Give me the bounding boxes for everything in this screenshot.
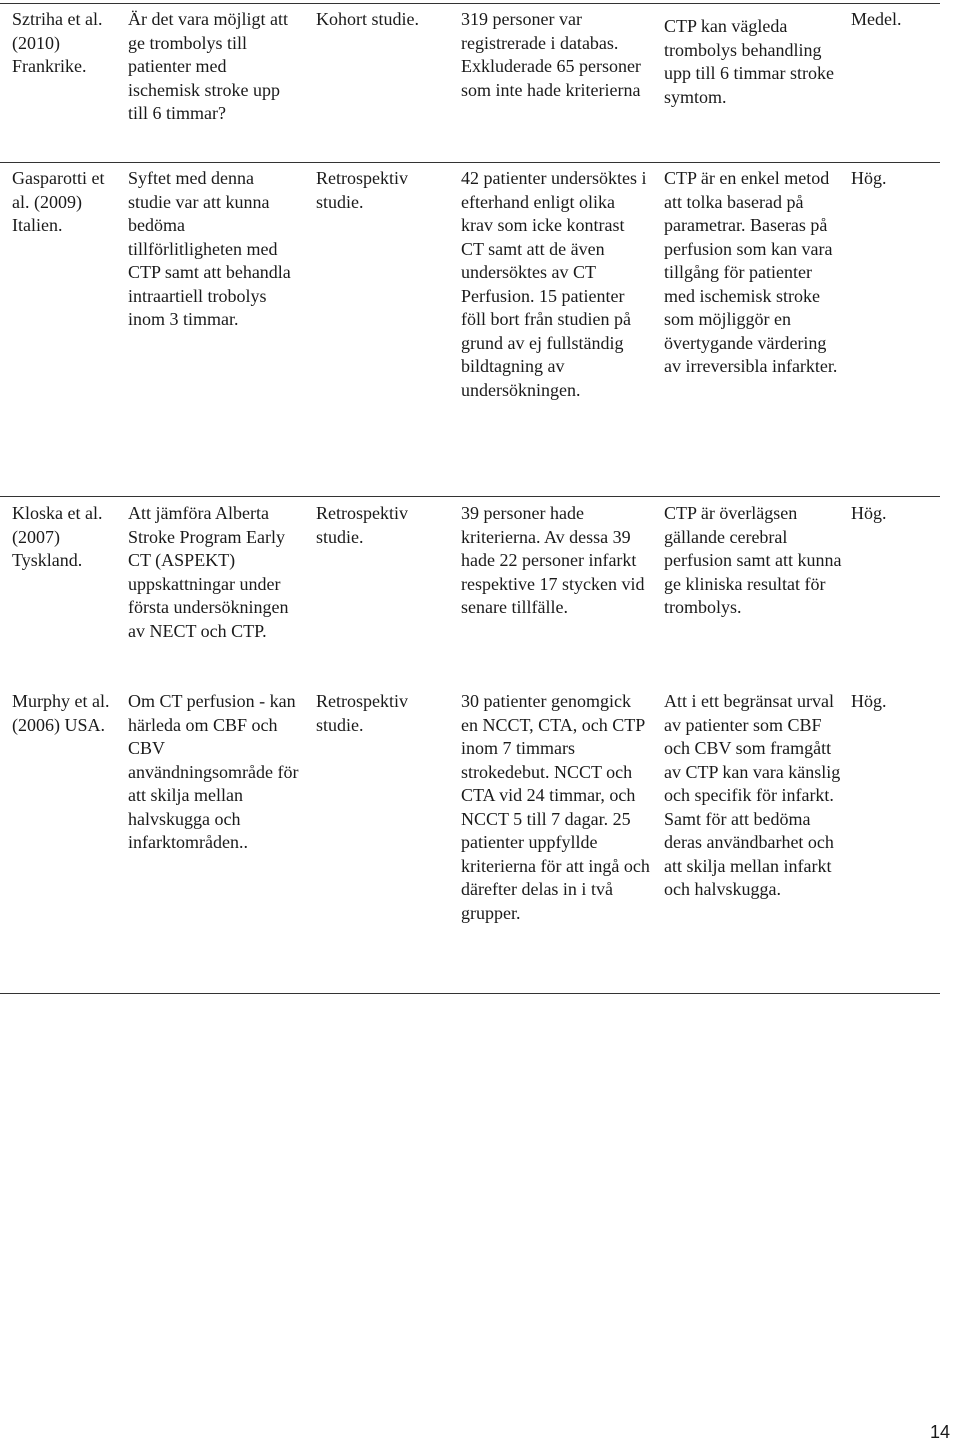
author-cell: Murphy et al. (2006) USA. [12, 691, 110, 735]
author-cell: Kloska et al. (2007) Tyskland. [12, 503, 103, 570]
design-cell: Kohort studie. [316, 9, 419, 29]
sample-cell: 30 patienter genomgick en NCCT, CTA, och CTP inom 7 timmars strokedebut. NCCT och CTA vid 24 timmar, och NCCT 5 till 7 dagar. 25 patienter uppfyllde kriterierna för att ingå och därefter delas in i två grupper. [461, 691, 650, 923]
purpose-cell: Om CT perfusion - kan härleda om CBF och CBV användningsområde för att skilja mellan halvskugga och infarktområden.. [128, 691, 299, 852]
sample-cell: 42 patienter undersöktes i efterhand enligt olika krav som icke kontrast CT samt att de även undersöktes av CT Perfusion. 15 patienter föll bort från studien på grund av ej fullständig bildtagning av undersökningen. [461, 168, 647, 400]
row-divider [0, 162, 940, 163]
quality-cell: Hög. [851, 503, 887, 523]
quality-cell: Medel. [851, 9, 902, 29]
result-cell: CTP är överlägsen gällande cerebral perfusion samt att kunna ge kliniska resultat för trombolys. [664, 503, 842, 617]
sample-cell: 319 personer var registrerade i databas. Exkluderade 65 personer som inte hade kriterierna [461, 9, 641, 100]
author-cell: Sztriha et al. (2010) Frankrike. [12, 9, 103, 76]
author-cell: Gasparotti et al. (2009) Italien. [12, 168, 105, 235]
result-cell: CTP kan vägleda trombolys behandling upp till 6 timmar stroke symtom. [664, 16, 834, 107]
purpose-cell: Att jämföra Alberta Stroke Program Early CT (ASPEKT) uppskattningar under första undersökningen av NECT och CTP. [128, 503, 289, 641]
quality-cell: Hög. [851, 691, 887, 711]
table-bottom-rule [0, 993, 940, 994]
quality-cell: Hög. [851, 168, 887, 188]
design-cell: Retrospektiv studie. [316, 168, 408, 212]
sample-cell: 39 personer hade kriterierna. Av dessa 39 hade 22 personer infarkt respektive 17 stycken vid senare tillfälle. [461, 503, 645, 617]
page-number: 14 [929, 1422, 950, 1442]
table-top-rule [0, 3, 940, 4]
row-divider [0, 496, 940, 497]
purpose-cell: Syftet med denna studie var att kunna bedöma tillförlitligheten med CTP samt att behandla intraartiell trobolys inom 3 timmar. [128, 168, 291, 329]
design-cell: Retrospektiv studie. [316, 503, 408, 547]
purpose-cell: Är det vara möjligt att ge trombolys till patienter med ischemisk stroke upp till 6 timmar? [128, 9, 288, 123]
result-cell: Att i ett begränsat urval av patienter som CBF och CBV som framgått av CTP kan vara känslig och specifik för infarkt. Samt för att bedöma deras användbarhet och att skilja mellan infarkt och halvskugga. [664, 691, 841, 899]
result-cell: CTP är en enkel metod att tolka baserad på parametrar. Baseras på perfusion som kan vara tillgång för patienter med ischemisk stroke som möjliggör en övertygande värdering av irreversibla infarkter. [664, 168, 838, 376]
design-cell: Retrospektiv studie. [316, 691, 408, 735]
